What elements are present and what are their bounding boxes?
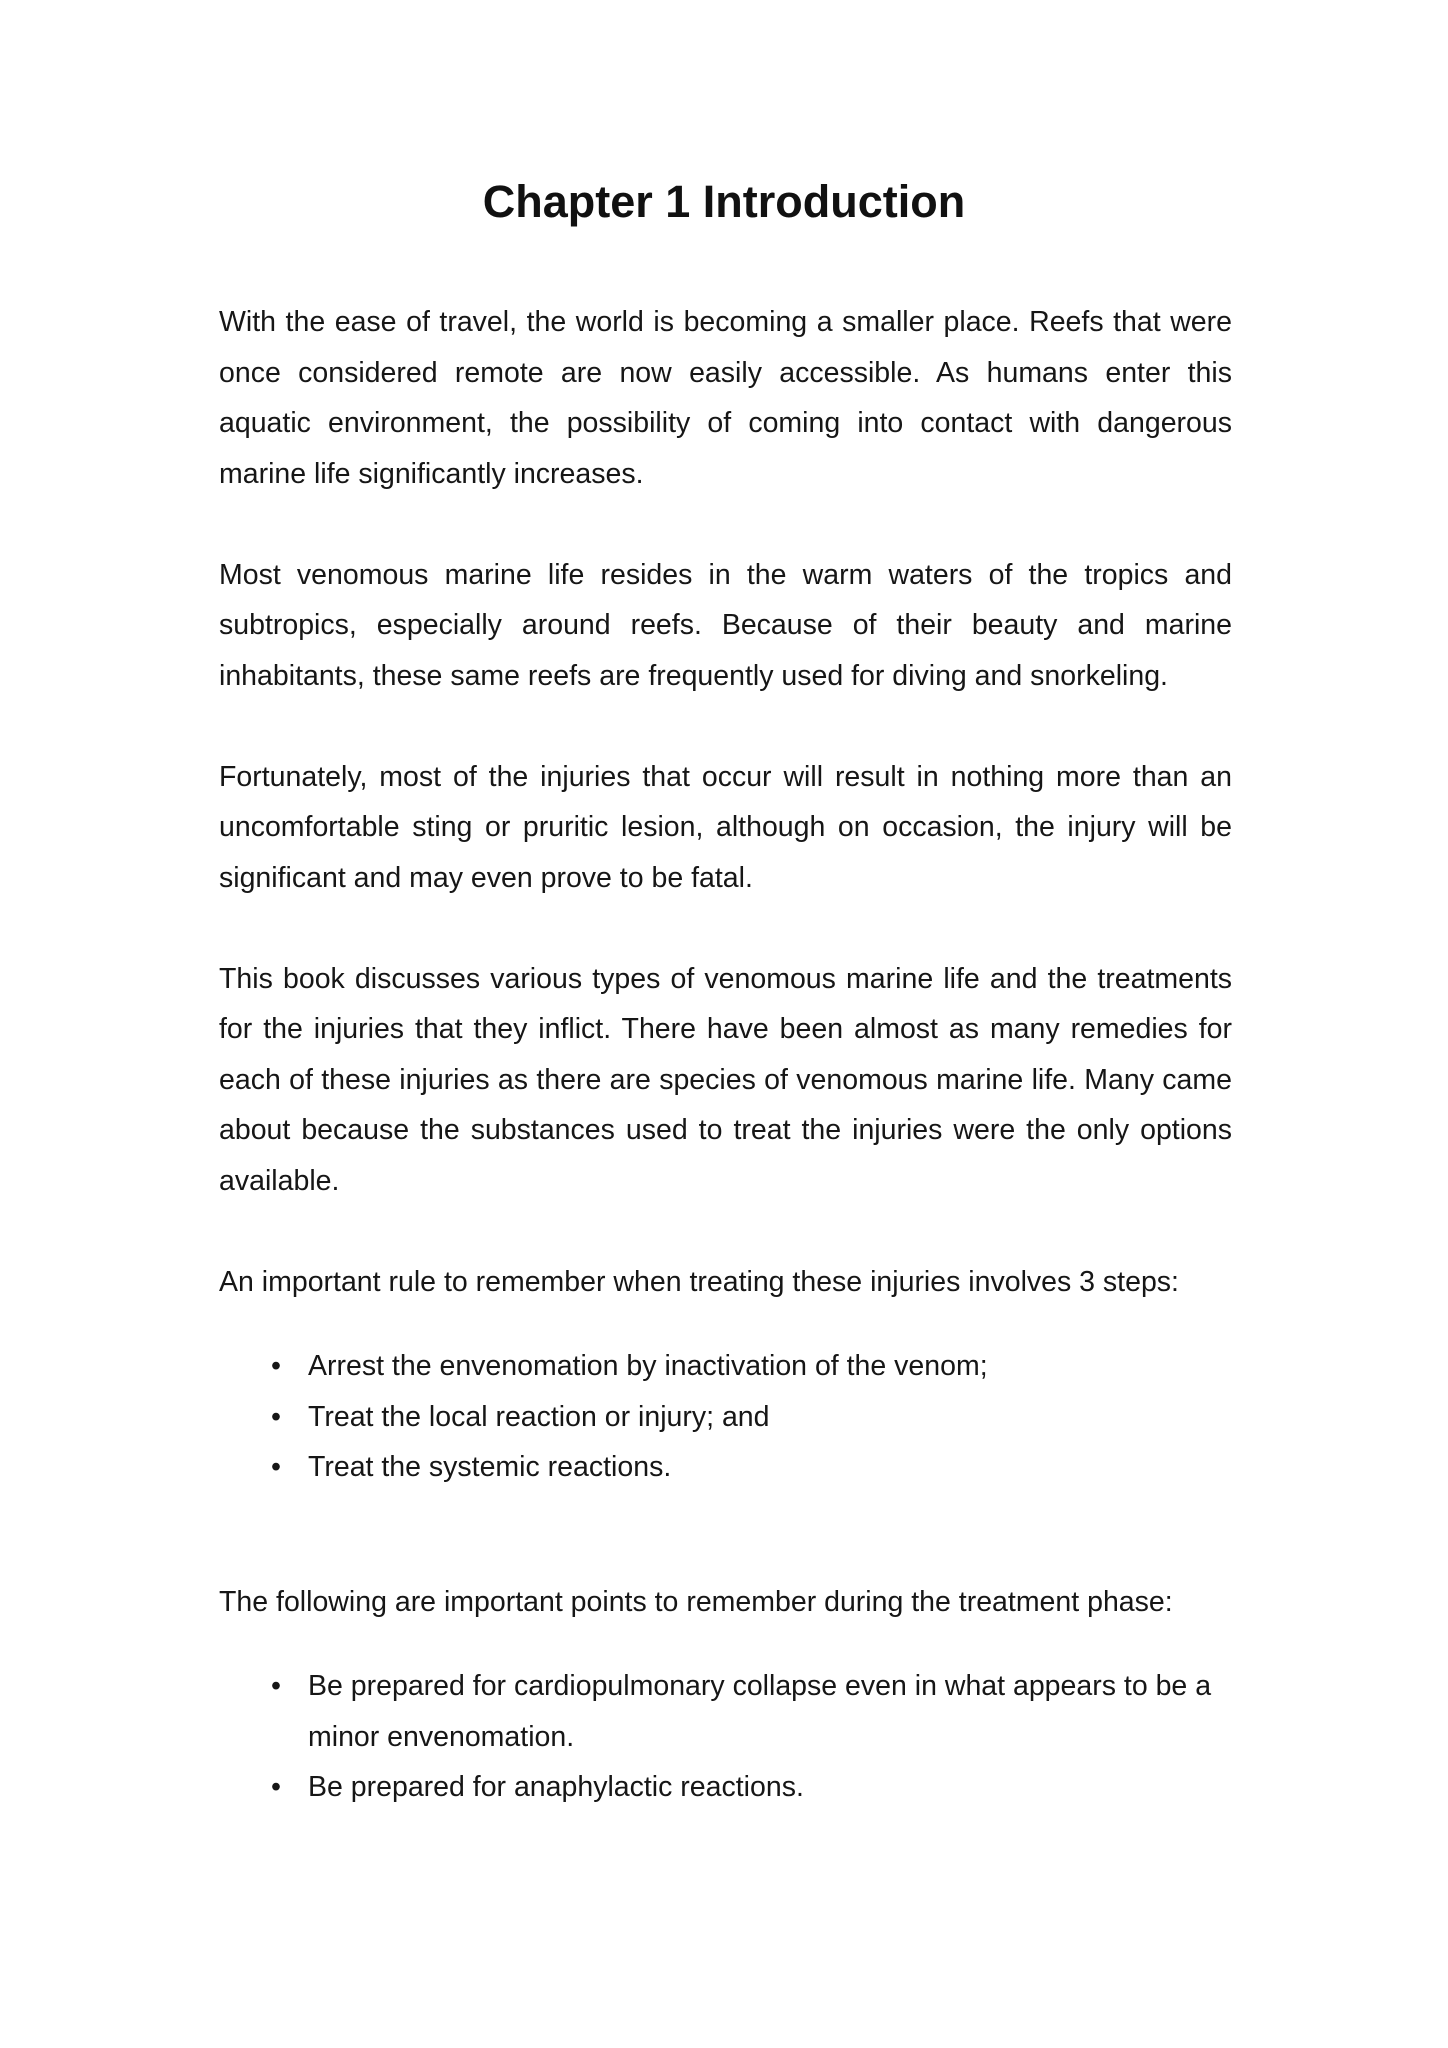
treatment-points-list: [219, 1661, 1232, 1813]
page-title: Chapter 1 Introduction: [482, 176, 966, 227]
treatment-points-intro: The following are important points to remember during the treatment phase:: [219, 1585, 1173, 1618]
list-item-text: Be prepared for cardiopulmonary collapse even in what appears to be a minor envenomation.: [308, 1670, 1212, 1753]
list-item: [219, 1762, 1232, 1813]
list-item: [219, 1341, 1232, 1392]
bullet-icon: •: [271, 1771, 281, 1803]
list-item-text: Treat the systemic reactions.: [308, 1451, 672, 1483]
list-item-text: Arrest the envenomation by inactivation of the venom;: [308, 1350, 988, 1382]
paragraph: Fortunately, most of the injuries that occur will result in nothing more than an uncomfortable sting or pruritic lesion, although on occasion, the injury will be significant and may even prove to be fatal.: [219, 760, 1232, 894]
bullet-icon: •: [271, 1451, 281, 1483]
treatment-rule-intro: An important rule to remember when treating these injuries involves 3 steps:: [219, 1265, 1179, 1298]
bullet-icon: •: [271, 1670, 281, 1702]
list-item: [219, 1392, 1232, 1443]
paragraph: This book discusses various types of venomous marine life and the treatments for the injuries that they inflict. There have been almost as many remedies for each of these injuries as there are species of venomous marine life. Many came about because the substances used to treat the injuries were the only options available.: [219, 962, 1232, 1197]
bullet-icon: •: [271, 1350, 281, 1382]
list-item-text: Treat the local reaction or injury; and: [308, 1400, 770, 1433]
list-item-text: Be prepared for anaphylactic reactions.: [308, 1771, 804, 1803]
body-text: [219, 297, 1232, 1847]
paragraph: With the ease of travel, the world is becoming a smaller place. Reefs that were once considered remote are now easily accessible. As humans enter this aquatic environment, the possibility of coming into contact with dangerous marine life significantly increases.: [219, 306, 1232, 490]
list-item: [219, 1442, 1232, 1493]
paragraph: Most venomous marine life resides in the warm waters of the tropics and subtropics, especially around reefs. Because of their beauty and marine inhabitants, these same reefs are frequently used for diving and snorkeling.: [219, 558, 1232, 692]
bullet-icon: •: [271, 1400, 281, 1433]
treatment-steps-list: [219, 1341, 1232, 1493]
list-item: [219, 1661, 1232, 1762]
